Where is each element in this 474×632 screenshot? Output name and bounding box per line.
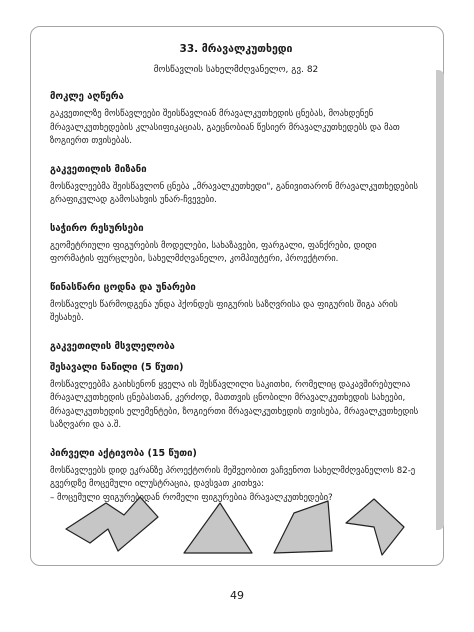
- resources-heading: საჭირო რესურსები: [50, 222, 144, 234]
- intro-heading: მოკლე აღწერა: [50, 91, 124, 102]
- intro-text: გაკვეთილზე მოსწავლეები შეისწავლიან მრავალკუთხედის ცნებას, მოახდენენ მრავალკუთხედების კლასიფიკაციას, გაეცნობიან წესიერ მრავალკუთხედებს და მათ ზოგიერთ თვისებას.: [50, 109, 400, 146]
- quadrilateral-shape: [274, 501, 332, 553]
- figures-illustration: [60, 493, 420, 559]
- activity1-heading: პირველი აქტივობა (15 წუთი): [50, 447, 197, 459]
- page-content: [50, 42, 422, 505]
- lesson-title: 33. მრავალკუთხედი: [179, 43, 293, 55]
- goal-heading: გაკვეთილის მიზანი: [50, 163, 147, 175]
- activity1-text: მოსწავლეებს დიდ ეკრანზე პროექტორის მეშვეობით ვაჩვენოთ სახელმძღვანელოს 82-ე გვერდზე მოცემული ილუსტრაცია, დავსვათ კითხვა:: [50, 465, 416, 489]
- page-number: 49: [230, 589, 244, 602]
- prior-knowledge-heading: წინასწარი ცოდნა და უნარები: [50, 281, 196, 293]
- intro-part-heading: შესავალი ნაწილი (5 წუთი): [50, 361, 184, 373]
- concave-pentagon-shape: [346, 499, 404, 555]
- goal-text: მოსწავლეებმა შეისწავლონ ცნება „მრავალკუთხედი", განივითარონ მრავალკუთხედების გრაფიკულად გამოსახვის უნარ-ჩვევები.: [50, 181, 419, 205]
- activity1-question: – მოცემული ფიგურებიდან რომელი ფიგურებია მრავალკუთხედები?: [50, 492, 333, 503]
- page-edge-tab: [436, 70, 444, 530]
- zigzag-polygon-shape: [66, 497, 158, 551]
- lesson-flow-heading: გაკვეთილის მსვლელობა: [50, 340, 175, 352]
- lesson-subtitle: მოსწავლის სახელმძღვანელო, გვ. 82: [153, 65, 319, 75]
- intro-part-text: მოსწავლეებმა გაიხსენონ ყველა ის შესწავლილი საკითხი, რომელიც დაკავშირებულია მრავალკუთხედის ცნებასთან, კერძოდ, მათთვის ცნობილი მრავალკუთხედის სახეები, მრავალკუთხედის ელემენტები, ზოგიერთი მრავალკუთხედის თვისება, მრავალკუთხედის საზღვარი და ა.შ.: [50, 379, 419, 430]
- triangle-shape: [184, 503, 252, 553]
- resources-text: გეომეტრიული ფიგურების მოდელები, სახაზავები, ფარგალი, ფანქრები, დიდი ფორმატის ფურცლები, სახელმძღვანელო, კომპიუტერი, პროექტორი.: [50, 240, 377, 264]
- prior-knowledge-text: მოსწავლეს წარმოდგენა უნდა ჰქონდეს ფიგურის საზღვრისა და ფიგურის შიგა არის შესახებ.: [50, 299, 398, 323]
